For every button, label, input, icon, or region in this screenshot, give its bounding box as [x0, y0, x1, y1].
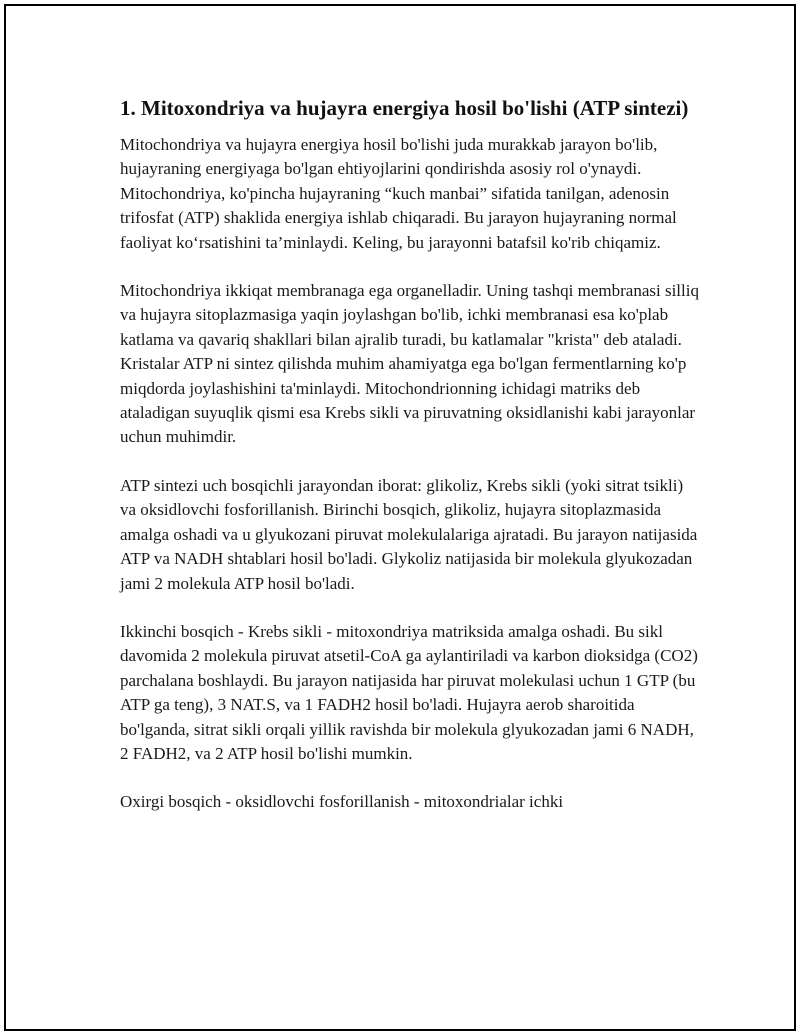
paragraph-krebs-cycle: Ikkinchi bosqich - Krebs sikli - mitoxondriya matriksida amalga oshadi. Bu sikl davomida 2 molekula piruvat atsetil-CoA ga aylantiriladi va karbon dioksidga (CO2) parchalana boshlaydi. Bu jarayon natijasida har piruvat molekulasi uchun 1 GTP (bu ATP ga teng), 3 NAT.S, va 1 FADH2 hosil bo'ladi. Hujayra aerob sharoitida bo'lganda, sitrat sikli orqali yillik ravishda bir molekula glyukozadan jami 6 NADH, 2 FADH2, va 2 ATP hosil bo'lishi mumkin. [120, 621, 698, 763]
paragraph-oxidative-phosphorylation: Oxirgi bosqich - oksidlovchi fosforillanish - mitoxondrialar ichki [120, 792, 564, 812]
section-title: 1. Mitoxondriya va hujayra energiya hosil bo'lishi (ATP sintezi) [120, 96, 689, 120]
paragraph-glycolysis: ATP sintezi uch bosqichli jarayondan iborat: glikoliz, Krebs sikli (yoki sitrat tsikli) va oksidlovchi fosforillanish. Birinchi bosqich, glikoliz, hujayra sitoplazmasida amalga oshadi va u glyukozani piruvat molekulalariga ajratadi. Bu jarayon natijasida ATP va NADH shtablari hosil bo'ladi. Glykoliz natijasida bir molekula glyukozadan jami 2 molekula ATP hosil bo'ladi. [120, 475, 698, 593]
paragraph-structure: Mitochondriya ikkiqat membranaga ega organelladir. Uning tashqi membranasi silliq va hujayra sitoplazmasiga yaqin joylashgan bo'lib, ichki membranasi esa ko'plab katlama va qavariq shakllari bilan ajralib turadi, bu katlamalar "krista" deb ataladi. Kristalar ATP ni sintez qilishda muhim ahamiyatga ega bo'lgan fermentlarning ko'p miqdorda joylashishini ta'minlaydi. Mitochondrionning ichidagi matriks deb ataladigan suyuqlik qismi esa Krebs sikli va piruvatning oksidlanishi kabi jarayonlar uchun muhimdir. [120, 281, 699, 447]
document-body [120, 94, 700, 839]
document-page [4, 4, 796, 1031]
paragraph-intro: Mitochondriya va hujayra energiya hosil bo'lishi juda murakkab jarayon bo'lib, hujayraning energiyaga bo'lgan ehtiyojlarini qondirishda asosiy rol o'ynaydi. Mitochondriya, ko'pincha hujayraning “kuch manbai” sifatida tanilgan, adenosin trifosfat (ATP) shaklida energiya ishlab chiqaradi. Bu jarayon hujayraning normal faoliyat ko‘rsatishini ta’minlaydi. Keling, bu jarayonni batafsil ko'rib chiqamiz. [120, 135, 677, 252]
